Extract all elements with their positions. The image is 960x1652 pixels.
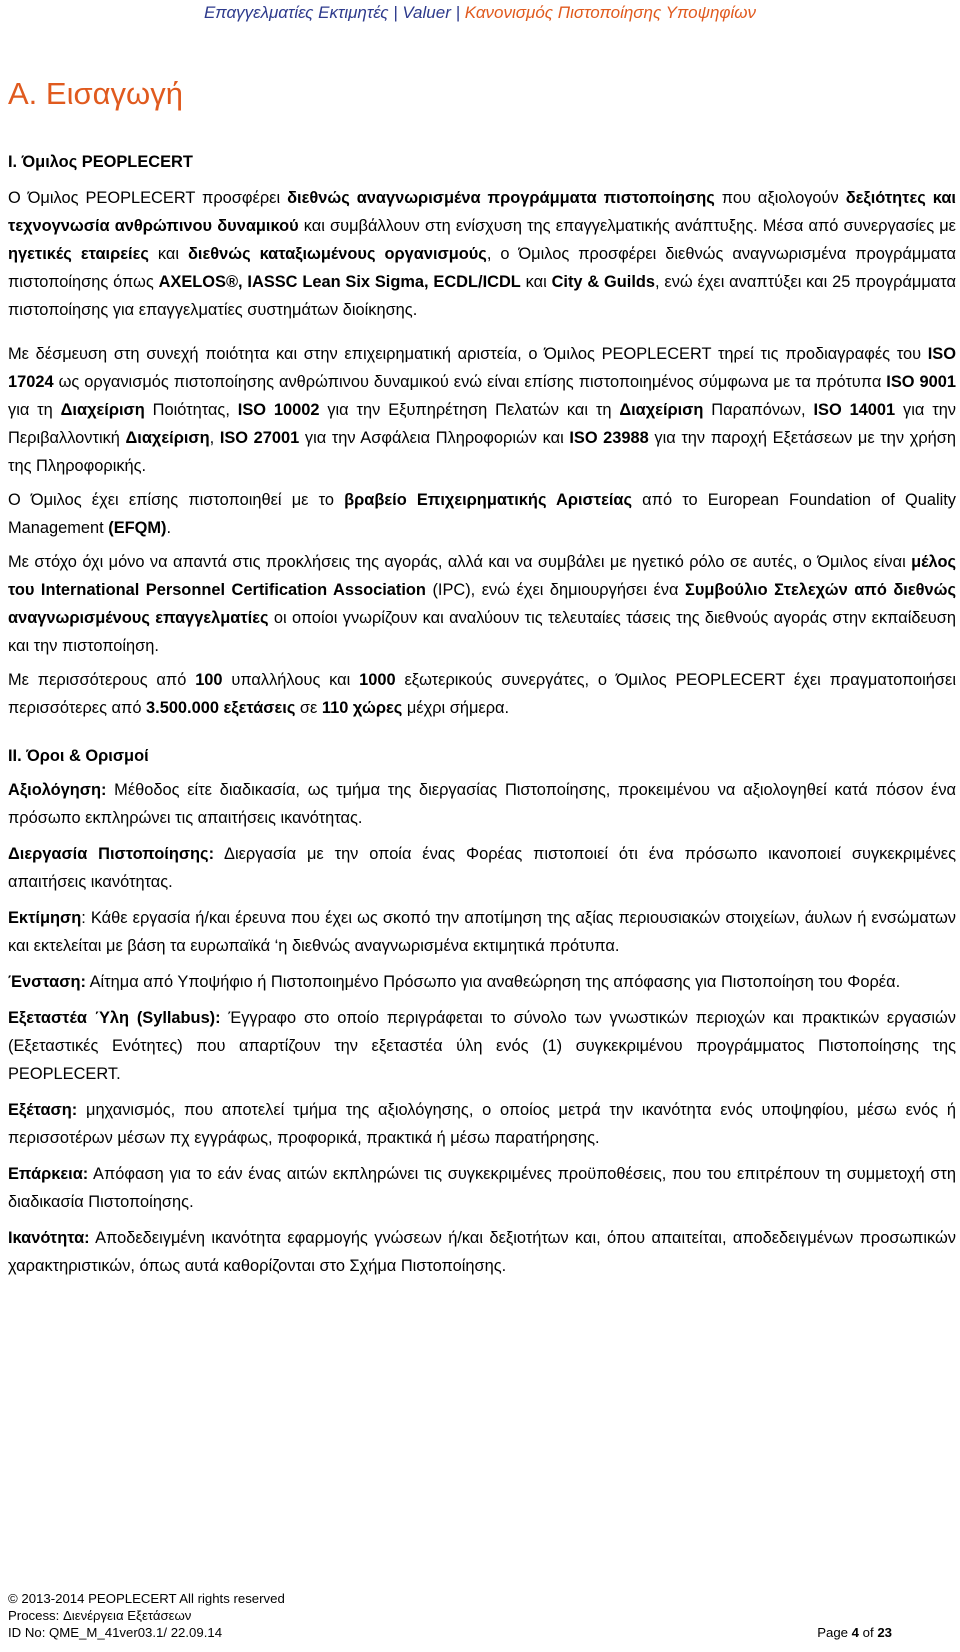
page-total: 23 (877, 1625, 892, 1640)
text-run: 3.500.000 εξετάσεις (146, 699, 296, 717)
page-current: 4 (851, 1625, 859, 1640)
paragraph-stats (8, 666, 956, 722)
text-run: και (148, 245, 188, 263)
term-label: Επάρκεια: (8, 1165, 89, 1183)
term-definition (8, 1096, 956, 1152)
text-run: για την Ασφάλεια Πληροφοριών και (299, 429, 570, 447)
subsection-title-terms: II. Όροι & Ορισμοί (8, 747, 149, 765)
running-header (0, 2, 960, 24)
text-run: ηγετικές εταιρείες (8, 245, 149, 263)
subsection-title-group: I. Όμιλος PEOPLECERT (8, 153, 193, 171)
paragraph-intro (8, 184, 956, 324)
term-label: Εξεταστέα Ύλη (Syllabus): (8, 1009, 221, 1027)
text-run: μέλος του International Personnel Certification Association (8, 553, 956, 599)
paragraph-efqm (8, 486, 956, 542)
text-run: διεθνώς αναγνωρισμένα προγράμματα πιστοποίησης (287, 189, 715, 207)
text-run: Διαχείριση (619, 401, 704, 419)
text-run: υπαλλήλους και (222, 671, 360, 689)
term-text: Απόφαση για το εάν ένας αιτών εκπληρώνει τις συγκεκριμένες προϋποθέσεις, που του επιτρέπουν τη συμμετοχή στη διαδικασία Πιστοποίησης. (8, 1165, 956, 1211)
text-run: για την παροχή Εξετάσεων με την χρήση της Πληροφορικής. (8, 429, 956, 475)
text-run: και (520, 273, 552, 291)
text-run: Διαχείριση (125, 429, 210, 447)
text-run: ISO 14001 (813, 401, 896, 419)
text-run: ISO 23988 (569, 429, 649, 447)
text-run: ISO 9001 (886, 373, 956, 391)
text-run: 110 χώρες (321, 699, 403, 717)
header-title: Επαγγελματίες Εκτιμητές | Valuer | (203, 3, 465, 22)
footer-process: Process: Διενέργεια Εξετάσεων (8, 1608, 192, 1623)
text-run: Παραπόνων, (703, 401, 814, 419)
term-label: Εξέταση: (8, 1101, 78, 1119)
text-run: , ο Όμιλος προσφέρει διεθνώς αναγνωρισμένα προγράμματα πιστοποίησης όπως (8, 245, 956, 291)
text-run: για την Εξυπηρέτηση Πελατών και τη (319, 401, 620, 419)
page-number (817, 1624, 892, 1641)
text-run: 100 (195, 671, 223, 689)
text-run: 1000 (359, 671, 396, 689)
text-run: . (166, 519, 172, 537)
document-body (8, 148, 956, 1288)
text-run: , (209, 429, 220, 447)
text-run: μέχρι σήμερα. (402, 699, 510, 717)
text-run: διεθνώς καταξιωμένους οργανισμούς (187, 245, 487, 263)
text-run: βραβείο Επιχειρηματικής Αριστείας (344, 491, 633, 509)
page-of: of (859, 1625, 878, 1640)
text-run: ISO 27001 (219, 429, 300, 447)
text-run: που αξιολογούν (714, 189, 846, 207)
text-run: Συμβούλιο Στελεχών από διεθνώς αναγνωρισμένους επαγγελματίες (8, 581, 956, 627)
term-text: Αίτημα από Υποψήφιο ή Πιστοποιημένο Πρόσωπο για αναθεώρηση της απόφασης για Πιστοποίηση του Φορέα. (85, 973, 901, 991)
text-run: ως οργανισμός πιστοποίησης ανθρώπινου δυναμικού ενώ είναι επίσης πιστοποιημένος σύμφωνα με τα πρότυπα (53, 373, 887, 391)
text-run: AXELOS®, IASSC Lean Six Sigma, ECDL/ICDL (158, 273, 521, 291)
text-run: (IPC), ενώ έχει δημιουργήσει ένα (425, 581, 685, 599)
page-label: Page (817, 1625, 852, 1640)
footer-id: ID No: QME_M_41ver03.1/ 22.09.14 (8, 1625, 223, 1640)
term-label: Διεργασία Πιστοποίησης: (8, 845, 215, 863)
text-run: εξωτερικούς συνεργάτες, ο Όμιλος PEOPLECERT έχει πραγματοποιήσει περισσότερες από (8, 671, 956, 717)
text-run: Διαχείριση (60, 401, 145, 419)
text-run: για τη (8, 401, 61, 419)
text-run: σε (295, 699, 322, 717)
paragraph-ipc (8, 548, 956, 660)
text-run: Με στόχο όχι μόνο να απαντά στις προκλήσεις της αγοράς, αλλά και να συμβάλει με ηγετικό ρόλο σε αυτές, ο Όμιλος είναι (8, 553, 912, 571)
term-definition (8, 776, 956, 832)
text-run: Με περισσότερους από (8, 671, 196, 689)
term-text: Διεργασία με την οποία ένας Φορέας πιστοποιεί ότι ένα πρόσωπο ικανοποιεί συγκεκριμένες απαιτήσεις ικανότητας. (8, 845, 956, 891)
text-run: και συμβάλλουν στη ενίσχυση της επαγγελματικής ανάπτυξης. Μέσα από συνεργασίες με (298, 217, 956, 235)
term-definition (8, 840, 956, 896)
text-run: δεξιότητες και τεχνογνωσία ανθρώπινου δυναμικού (8, 189, 956, 235)
term-definition (8, 1004, 956, 1088)
term-label: Ικανότητα: (8, 1229, 90, 1247)
term-definition (8, 1160, 956, 1216)
text-run: Ο Όμιλος έχει επίσης πιστοποιηθεί με το (8, 491, 345, 509)
text-run: Ο Όμιλος PEOPLECERT προσφέρει (8, 189, 288, 207)
term-text: Μέθοδος είτε διαδικασία, ως τμήμα της διεργασίας Πιστοποίησης, προκειμένου να αξιολογηθεί κατά πόσον ένα πρόσωπο εκπληρώνει τις απαιτήσεις ικανότητας. (8, 781, 956, 827)
term-text: μηχανισμός, που αποτελεί τμήμα της αξιολόγησης, ο οποίος μετρά την ικανότητα ενός υποψηφίου, μέσω ενός ή περισσοτέρων μέσων πχ εγγράφως, προφορικά, πρακτικά ή μέσω παρατήρησης. (8, 1101, 956, 1147)
text-run: , ενώ έχει αναπτύξει και 25 προγράμματα πιστοποίησης για επαγγελματίες συστημάτων διοίκησης. (8, 273, 956, 319)
section-heading: Α. Εισαγωγή (8, 76, 183, 111)
text-run: Ποιότητας, (144, 401, 238, 419)
terms-list (8, 776, 956, 1280)
term-label: Εκτίμηση (8, 909, 82, 927)
text-run: City & Guilds (551, 273, 656, 291)
term-text: : Κάθε εργασία ή/και έρευνα που έχει ως σκοπό την αποτίμηση της αξίας περιουσιακών στοιχείων, άυλων ή ενσώματων και εκτελείται με βάση τα ευρωπαϊκά ‘η διεθνώς αναγνωρισμένα εκτιμητικά πρότυπα. (8, 909, 956, 955)
text-run: Με δέσμευση στη συνεχή ποιότητα και στην επιχειρηματική αριστεία, ο Όμιλος PEOPLECERT τηρεί τις προδιαγραφές του (8, 345, 928, 363)
text-run: ISO 17024 (8, 345, 956, 391)
text-run: για την Περιβαλλοντική (8, 401, 957, 447)
text-run: οι οποίοι γνωρίζουν και αναλύουν τις τελευταίες τάσεις της διεθνούς αγοράς στην εκπαίδευση και την πιστοποίηση. (8, 609, 956, 655)
term-text: Αποδεδειγμένη ικανότητα εφαρμογής γνώσεων ή/και δεξιοτήτων και, όπου απαιτείται, αποδεδειγμένων προσωπικών χαρακτηριστικών, όπως αυτά καθορίζονται στο Σχήμα Πιστοποίησης. (8, 1229, 956, 1275)
footer-copyright: © 2013-2014 PEOPLECERT All rights reserved (8, 1591, 285, 1606)
term-definition (8, 1224, 956, 1280)
header-subtitle: Κανονισμός Πιστοποίησης Υποψηφίων (464, 3, 757, 22)
text-run: από το European Foundation of Quality Management (8, 491, 956, 537)
text-run: ISO 10002 (237, 401, 320, 419)
text-run: (EFQM) (108, 519, 167, 537)
term-label: Ένσταση: (8, 973, 86, 991)
term-definition (8, 904, 956, 960)
page-footer (8, 1590, 956, 1641)
paragraph-iso (8, 340, 956, 480)
term-text: Έγγραφο στο οποίο περιγράφεται το σύνολο των γνωστικών περιοχών και πρακτικών εργασιών (Εξεταστικές Ενότητες) που απαρτίζουν την εξεταστέα ύλη ενός (1) συγκεκριμένου προγράμματος Πιστοποίησης της PEOPLECERT. (8, 1009, 956, 1083)
term-label: Αξιολόγηση: (8, 781, 107, 799)
term-definition (8, 968, 956, 996)
